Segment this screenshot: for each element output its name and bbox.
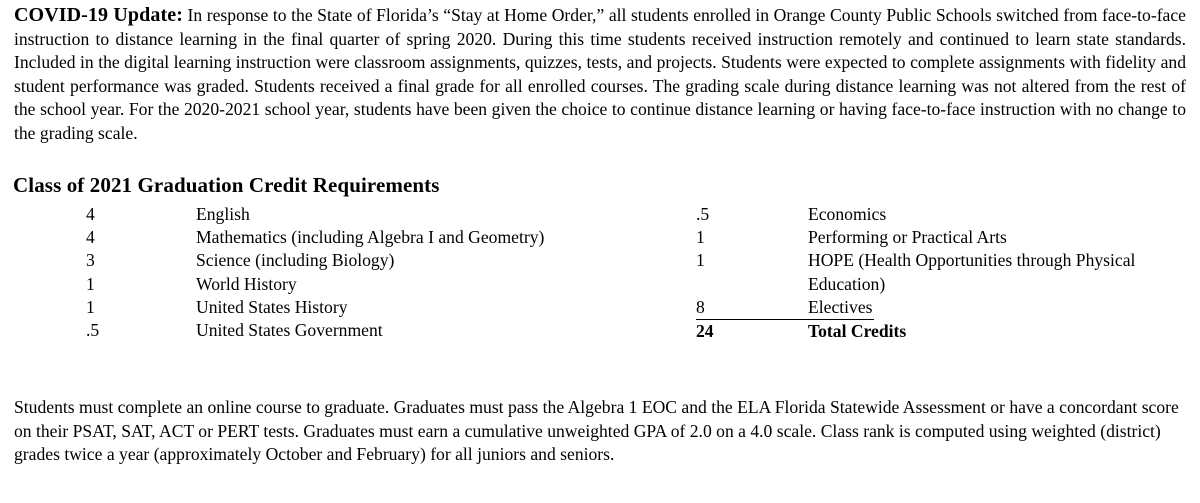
credit-row	[696, 249, 1200, 295]
credit-row	[86, 273, 606, 296]
covid-update-lead-label: COVID-19 Update:	[14, 4, 183, 26]
credit-amount: .5	[696, 204, 710, 224]
credit-column-left	[86, 203, 606, 342]
credit-row	[86, 296, 606, 319]
credit-row	[696, 226, 1200, 249]
credit-amount: 4	[86, 204, 95, 224]
credit-amount: 1	[86, 273, 95, 294]
credit-subject: Mathematics (including Algebra I and Geometry)	[196, 227, 545, 248]
credit-subject: HOPE (Health Opportunities through Physical Education)	[808, 250, 1136, 294]
credit-requirements-table	[0, 203, 1200, 368]
credit-subject: Economics	[808, 204, 887, 224]
credit-row-electives	[696, 296, 1200, 320]
graduation-notes-block	[14, 396, 1189, 467]
credit-amount: 3	[86, 250, 95, 271]
graduation-credit-requirements-heading: Class of 2021 Graduation Credit Requirements	[13, 173, 440, 197]
credit-subject: Science (including Biology)	[196, 250, 395, 271]
credit-amount: 1	[86, 296, 95, 317]
total-credit-label: Total Credits	[808, 321, 907, 342]
credit-column-right	[696, 203, 1200, 343]
credit-subject: Performing or Practical Arts	[808, 227, 1007, 248]
credit-row-total	[696, 320, 1200, 343]
credit-row	[696, 203, 1200, 226]
credit-subject: United States History	[196, 296, 348, 317]
covid-update-body-text: In response to the State of Florida’s “Stay at Home Order,” all students enrolled in Orange County Public Schools switched from face-to-face instruction to distance learning in the final quarter of spring 2020. During this time students received instruction remotely and continued to learn state standards. Included in the digital learning instruction were classroom assignments, quizzes, tests, and projects. Students were expected to complete assignments with fidelity and student performance was graded. Students received a final grade for all enrolled courses. The grading scale during distance learning was not altered from the rest of the school year. For the 2020-2021 school year, students have been given the choice to continue distance learning or having face-to-face instruction with no change to the grading scale.	[14, 5, 1186, 143]
credit-subject-text: Electives	[808, 296, 874, 320]
credit-subject: World History	[196, 273, 297, 294]
credit-amount: 1	[696, 227, 705, 248]
credit-row	[86, 249, 606, 272]
credit-amount: 4	[86, 227, 95, 248]
covid-update-paragraph	[14, 4, 1186, 146]
covid-update-block	[14, 4, 1186, 146]
credit-amount: .5	[86, 320, 100, 341]
credit-row	[86, 319, 606, 342]
credit-row	[86, 226, 606, 249]
credit-amount: 8	[696, 296, 808, 320]
graduation-notes-paragraph: Students must complete an online course to graduate. Graduates must pass the Algebra 1 EOC and the ELA Florida Statewide Assessment or have a concordant score on their PSAT, SAT, ACT or PERT tests. Graduates must earn a cumulative unweighted GPA of 2.0 on a 4.0 scale. Class rank is computed using weighted (district) grades twice a year (approximately October and February) for all juniors and seniors.	[14, 397, 1179, 465]
credit-subject: English	[196, 204, 250, 224]
credit-amount: 1	[696, 250, 705, 271]
credit-subject: United States Government	[196, 320, 383, 341]
total-credit-amount: 24	[696, 321, 714, 342]
credit-subject	[808, 296, 1200, 320]
credit-row	[86, 203, 606, 226]
